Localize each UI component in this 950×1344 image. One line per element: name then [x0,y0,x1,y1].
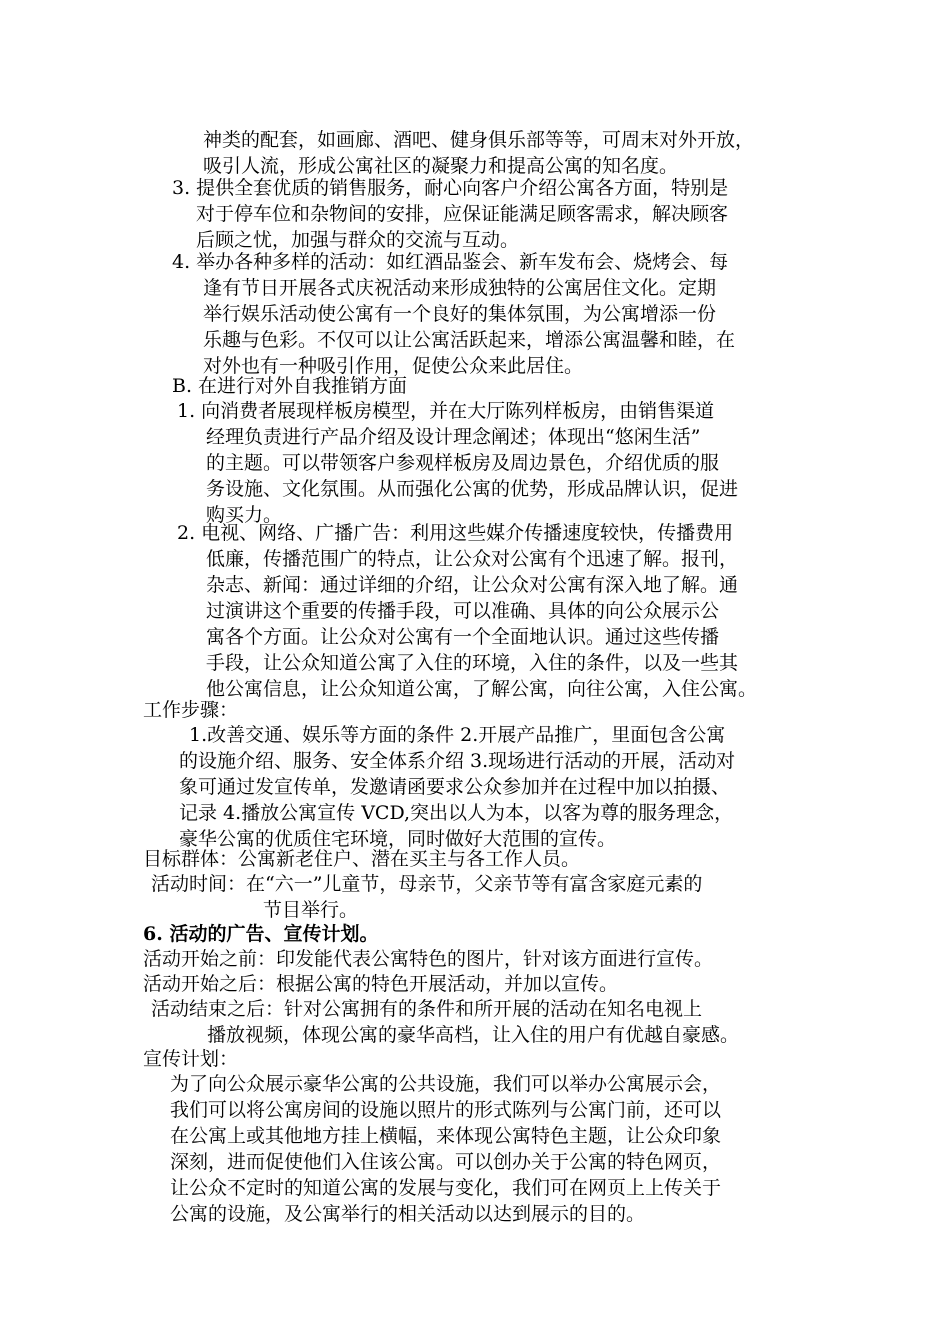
text-line: 3. 提供全套优质的销售服务，耐心向客户介绍公寓各方面，特别是 [172,177,729,199]
paragraph-work-steps [179,722,735,852]
text-line: 举行娱乐活动使公寓有一个良好的集体氛围，为公寓增添一份 [203,303,717,325]
text-line: 在公寓上或其他地方挂上横幅，来体现公寓特色主题，让公众印象 [170,1125,722,1147]
text-line: 1. 向消费者展现样板房模型，并在大厅陈列样板房，由销售渠道 [177,400,715,422]
list-item-2-media-ads [177,520,757,702]
text-line: 过演讲这个重要的传播手段，可以准确、具体的向公众展示公 [206,600,720,622]
text-line: 为了向公众展示豪华公寓的公共设施，我们可以举办公寓展示会， [170,1073,722,1095]
text-line: 6. 活动的广告、宣传计划。 [143,923,379,945]
paragraph-after-end [151,996,739,1048]
paragraph-before-activity [143,946,713,972]
list-item-3-sales-service [172,175,728,253]
text-line: 的设施介绍、服务、安全体系介绍 3.现场进行活动的开展，活动对 [179,750,736,772]
text-line: 宣传计划： [143,1048,239,1070]
text-line: 豪华公寓的优质住宅环境，同时做好大范围的宣传。 [179,828,617,850]
text-line: 活动时间：在“六一”儿童节，母亲节，父亲节等有富含家庭元素的 [151,873,703,895]
text-line: 对外也有一种吸引作用，促使公众来此居住。 [203,355,584,377]
text-line: 吸引人流，形成公寓社区的凝聚力和提高公寓的知名度。 [203,155,679,177]
text-line: 活动结束之后：针对公寓拥有的条件和所开展的活动在知名电视上 [151,998,703,1020]
heading-publicity-plan [143,1046,238,1072]
paragraph-amenities-continued [203,127,754,179]
text-line: 杂志、新闻：通过详细的介绍，让公众对公寓有深入地了解。通 [206,574,739,596]
list-item-4-activities [172,249,735,379]
text-line: 播放视频，体现公寓的豪华高档，让入住的用户有优越自豪感。 [207,1024,740,1046]
text-line: 2. 电视、网络、广播广告：利用这些媒介传播速度较快，传播费用 [177,522,734,544]
text-line: 工作步骤： [143,699,239,721]
text-line: 我们可以将公寓房间的设施以照片的形式陈列与公寓门前，还可以 [170,1099,722,1121]
text-line: 经理负责进行产品介绍及设计理念阐述；体现出“悠闲生活” [206,426,701,448]
text-line: 寓各个方面。让公众对公寓有一个全面地认识。通过这些传播 [206,626,720,648]
list-item-1-model-rooms [177,398,738,528]
text-line: 后顾之忧，加强与群众的交流与互动。 [196,229,520,251]
heading-work-steps [143,697,238,723]
text-line: 记录 4.播放公寓宣传 VCD,突出以人为本，以客为尊的服务理念， [179,802,734,824]
text-line: 的主题。可以带领客户参观样板房及周边景色，介绍优质的服 [206,452,720,474]
text-line: 手段，让公众知道公寓了入住的环境，入住的条件，以及一些其 [206,652,739,674]
text-line: 购买力。 [206,504,283,526]
text-line: 节目举行。 [263,899,359,921]
section-heading-6 [143,921,378,947]
text-line: 乐趣与色彩。不仅可以让公寓活跃起来，增添公寓温馨和睦，在 [203,329,736,351]
text-line: 象可通过发宣传单，发邀请函要求公众参加并在过程中加以拍摄、 [179,776,731,798]
text-line: 公寓的设施，及公寓举行的相关活动以达到展示的目的。 [170,1203,646,1225]
text-line: 神类的配套，如画廊、酒吧、健身俱乐部等等，可周末对外开放， [203,129,755,151]
text-line: 务设施、文化氛围。从而强化公寓的优势，形成品牌认识，促进 [206,478,739,500]
text-line: 低廉，传播范围广的特点，让公众对公寓有个迅速了解。报刊， [206,548,739,570]
paragraph-after-start [143,971,618,997]
text-line: 1.改善交通、娱乐等方面的条件 2.开展产品推广，里面包含公寓 [189,724,726,746]
section-heading-b [172,373,407,399]
text-line: 他公寓信息，让公众知道公寓，了解公寓，向往公寓，入住公寓。 [206,678,758,700]
text-line: 对于停车位和杂物间的安排，应保证能满足顾客需求，解决顾客 [196,203,729,225]
text-line: 深刻，进而促使他们入住该公寓。可以创办关于公寓的特色网页， [170,1151,722,1173]
paragraph-target-group [143,846,580,872]
text-line: 活动开始之后：根据公寓的特色开展活动，并加以宣传。 [143,973,619,995]
text-line: 目标群体：公寓新老住户、潜在买主与各工作人员。 [143,848,581,870]
paragraph-activity-time [151,871,702,923]
text-line: 逢有节日开展各式庆祝活动来形成独特的公寓居住文化。定期 [203,277,717,299]
paragraph-publicity-plan [170,1071,721,1227]
text-line: B. 在进行对外自我推销方面 [172,375,408,397]
text-line: 活动开始之前：印发能代表公寓特色的图片，针对该方面进行宣传。 [143,948,714,970]
text-line: 4. 举办各种多样的活动：如红酒品鉴会、新车发布会、烧烤会、每 [172,251,729,273]
text-line: 让公众不定时的知道公寓的发展与变化，我们可在网页上上传关于 [170,1177,722,1199]
